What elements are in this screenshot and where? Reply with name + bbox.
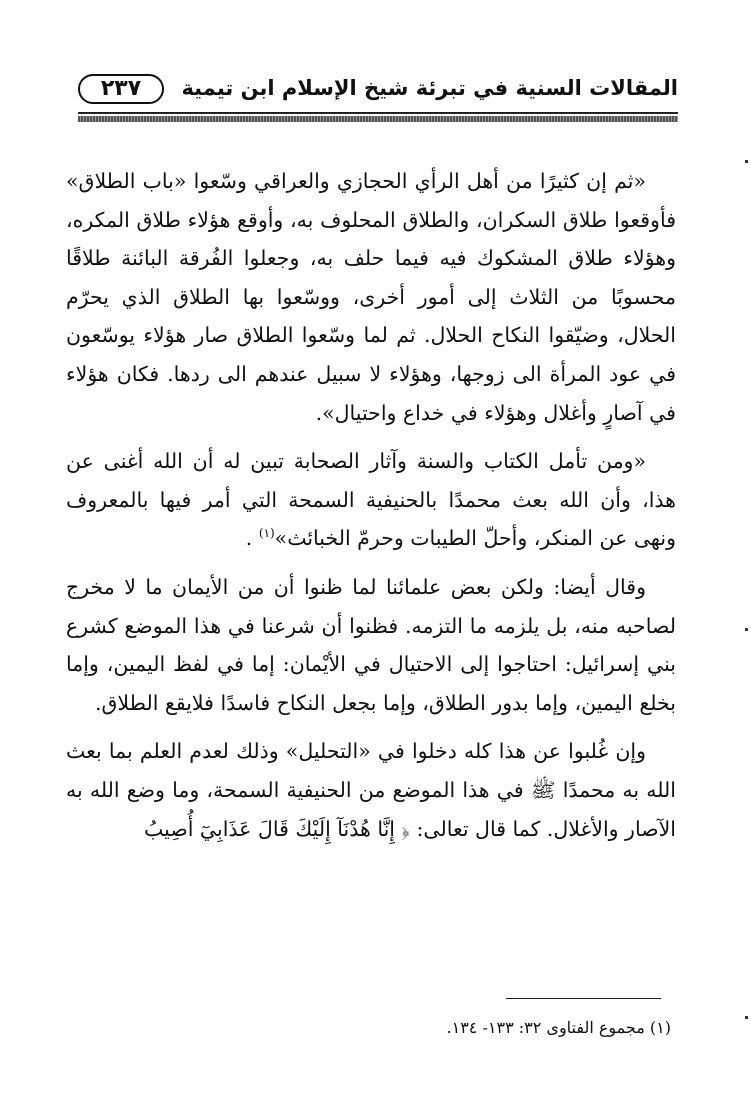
page-header xyxy=(78,62,678,114)
paragraph-4: وإن غُلبوا عن هذا كله دخلوا في «التحليل» وذلك لعدم العلم بما بعث الله به محمدًا ﷺ في هذا الموضع من الحنيفية السمحة، وما وضع الله به الآصار والأغلال. كما قال تعالى: ﴿ إِنَّا هُدْنَآ إِلَيْكَ قَالَ عَذَابِيٓ أُصِيبُ xyxy=(66,739,676,841)
page-number-badge: ٢٣٧ xyxy=(78,74,164,104)
paragraph-1: «ثم إن كثيرًا من أهل الرأي الحجازي والعراقي وسّعوا «باب الطلاق» فأوقعوا طلاق السكران، والطلاق المحلوف به، وأوقع هؤلاء طلاق المكره، وهؤلاء طلاق المشكوك فيه فيما حلف به، وجعلوا الفُرقة البائنة طلاقًا محسوبًا من الثلاث إلى أمور أخرى، ووسّعوا بها الطلاق الذي يحرّم الحلال، وضيّقوا النكاح الحلال. ثم لما وسّعوا الطلاق صار هؤلاء يوسّعون في عود المرأة الى زوجها، وهؤلاء لا سبيل عندهم الى ردها. فكان هؤلاء في آصارٍ وأغلال وهؤلاء في خداع واحتيال». xyxy=(66,169,676,425)
scan-mark xyxy=(745,160,748,163)
paragraph-2 xyxy=(66,442,676,558)
scan-mark xyxy=(745,628,748,631)
scan-mark xyxy=(745,1016,748,1019)
paragraph-3: وقال أيضا: ولكن بعض علمائنا لما ظنوا أن من الأيمان ما لا مخرج لصاحبه منه، بل يلزمه ما التزمه. فظنوا أن شرعنا في هذا الموضع كشرع بني إسرائيل: احتاجوا إلى الاحتيال في الأيْمان: إما في لفظ اليمين، وإما بخلع اليمين، وإما بدور الطلاق، وإما بجعل النكاح فاسدًا فلايقع الطلاق. xyxy=(66,574,676,715)
footnote-reference: (١) xyxy=(258,526,275,541)
header-rule-thin xyxy=(78,112,678,114)
running-title: المقالات السنية في تبرئة شيخ الإسلام ابن تيمية xyxy=(181,76,678,100)
main-text xyxy=(66,162,676,858)
paragraph-2-text: «ومن تأمل الكتاب والسنة وآثار الصحابة تبين له أن الله أغنى عن هذا، وأن الله بعث محمدًا بالحنيفية السمحة التي أمر فيها بالمعروف ونهى عن المنكر، وأحلّ الطيبات وحرمّ الخبائث» xyxy=(66,449,676,551)
paragraph-2-end: . xyxy=(245,526,259,551)
header-rule-thick xyxy=(78,116,678,122)
footnote-separator xyxy=(506,998,661,999)
footnote: (١) مجموع الفتاوى ٣٢: ١٣٣- ١٣٤. xyxy=(446,1018,671,1037)
